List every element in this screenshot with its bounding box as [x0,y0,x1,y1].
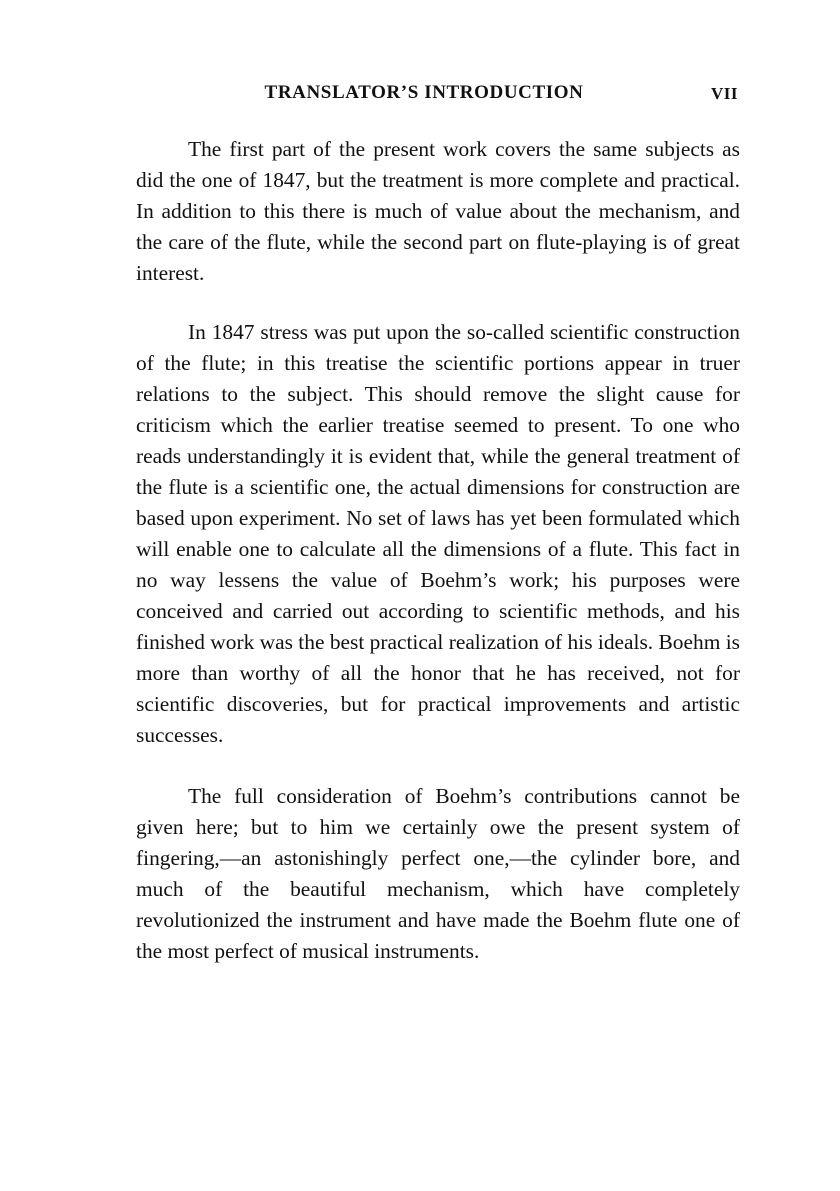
paragraph-2: In 1847 stress was put upon the so-called scientific construction of the flute; in this treatise the scientific portions appear in truer relations to the subject. This should remove the slight cause for criticism which the earlier treatise seemed to present. To one who reads understandingly it is evident that, while the general treatment of the flute is a scientific one, the actual dimensions for construction are based upon experiment. No set of laws has yet been formulated which will enable one to calculate all the dimensions of a flute. This fact in no way lessens the value of Boehm’s work; his purposes were conceived and carried out according to scientific methods, and his finished work was the best practical realization of his ideals. Boehm is more than worthy of all the honor that he has received, not for scientific discoveries, but for practical improvements and artistic successes. [136,320,740,747]
paragraph-3: The full consideration of Boehm’s contributions cannot be given here; but to him we certainly owe the present system of fingering,—an astonishingly perfect one,—the cylinder bore, and much of the beautiful mechanism, which have completely revolutionized the instrument and have made the Boehm flute one of the most perfect of musical instruments. [136,784,740,963]
body-text [136,134,740,967]
running-title: TRANSLATOR’S INTRODUCTION [264,82,584,103]
paragraph-1: The first part of the present work covers the same subjects as did the one of 1847, but the treatment is more complete and practical. In addition to this there is much of value about the mechanism, and the care of the flute, while the second part on flute-playing is of great interest. [136,137,740,285]
page-number: VII [710,84,738,103]
running-head [136,82,740,108]
